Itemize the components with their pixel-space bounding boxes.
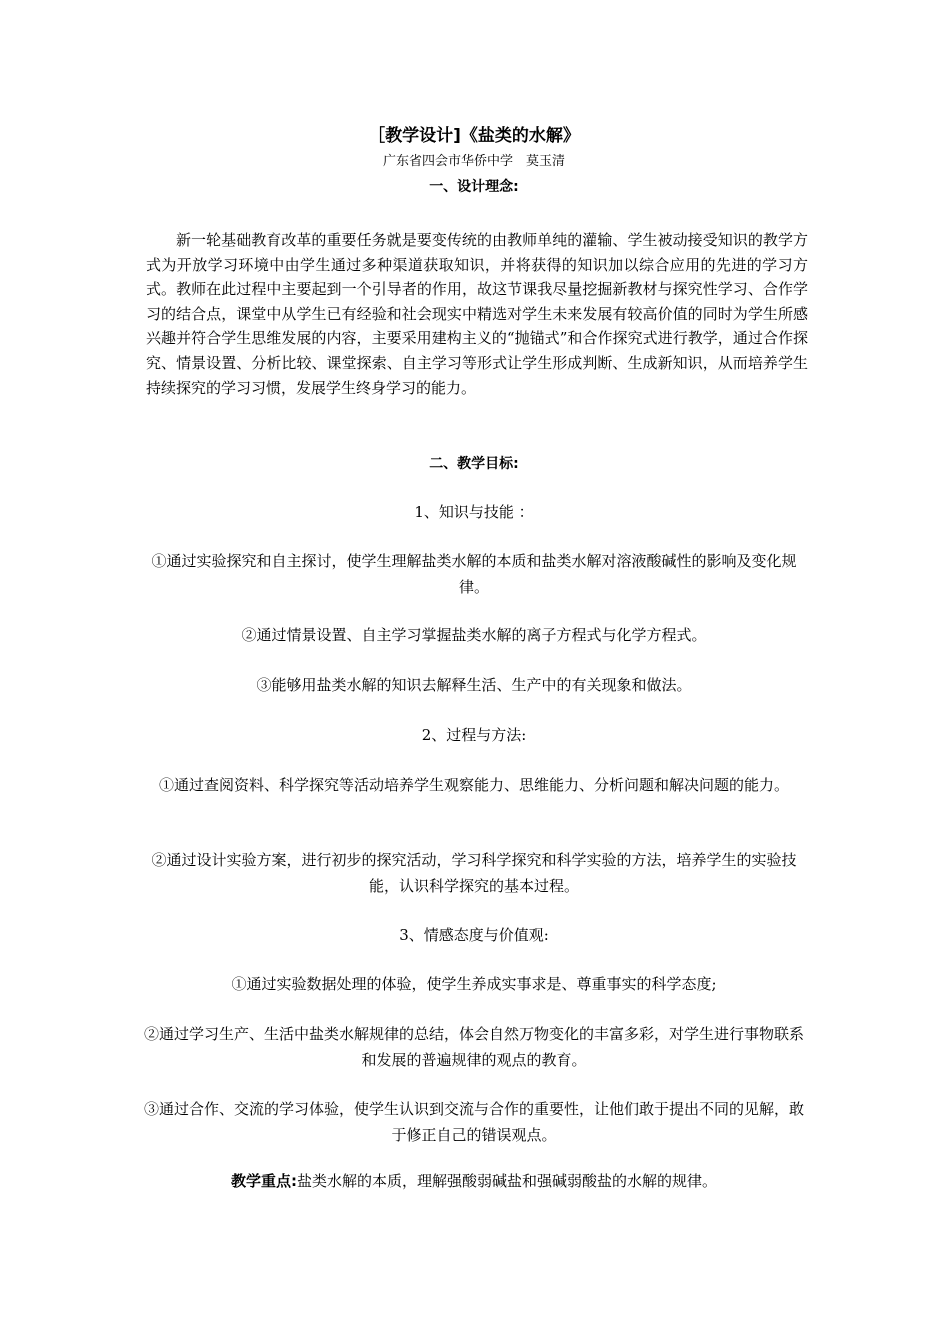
goal-item: ②通过学习生产、生活中盐类水解规律的总结，体会自然万物变化的丰富多彩，对学生进行事物联系和发展的普遍规律的观点的教育。 (143, 1025, 804, 1069)
goal-item: ①通过查阅资料、科学探究等活动培养学生观察能力、思维能力、分析问题和解决问题的能力。 (158, 776, 789, 794)
subheading-knowledge-skills: 1、知识与技能 ： (414, 503, 534, 521)
goal-item: ②通过设计实验方案，进行初步的探究活动，学习科学探究和科学实验的方法，培养学生的实验技能，认识科学探究的基本过程。 (151, 851, 797, 895)
key-point-label: 教学重点: (230, 1172, 297, 1190)
subheading-attitudes-values: 3、情感态度与价值观: (399, 926, 549, 944)
section-heading-teaching-goals: 二、教学目标: (429, 456, 519, 472)
goal-item: ①通过实验数据处理的体验，使学生养成实事求是、尊重事实的科学态度; (231, 975, 717, 993)
goal-item: ③通过合作、交流的学习体验，使学生认识到交流与合作的重要性，让他们敢于提出不同的见解，敢于修正自己的错误观点。 (143, 1100, 804, 1144)
key-point-text: 盐类水解的本质，理解强酸弱碱盐和强碱弱酸盐的水解的规律。 (296, 1172, 717, 1190)
goal-item: ①通过实验探究和自主探讨，使学生理解盐类水解的本质和盐类水解对溶液酸碱性的影响及变化规律。 (151, 552, 797, 596)
teaching-key-point (140, 1169, 808, 1193)
document-page (140, 0, 808, 1344)
section-heading-design-concept: 一、设计理念: (429, 179, 519, 195)
author-line: 广东省四会市华侨中学 莫玉清 (382, 154, 565, 169)
subheading-process-methods: 2、过程与方法: (421, 726, 527, 744)
goal-item: ③能够用盐类水解的知识去解释生活、生产中的有关现象和做法。 (256, 676, 692, 694)
design-concept-paragraph: 新一轮基础教育改革的重要任务就是要变传统的由教师单纯的灌输、学生被动接受知识的教学方式为开放学习环境中由学生通过多种渠道获取知识，并将获得的知识加以综合应用的先进的学习方式。教师在此过程中主要起到一个引导者的作用，故这节课我尽量挖掘新教材与探究性学习、合作学习的结合点，课堂中从学生已有经验和社会现实中精选对学生未来发展有较高价值的同时为学生所感兴趣并符合学生思维发展的内容，主要采用建构主义的“抛锚式”和合作探究式进行教学，通过合作探究、情景设置、分析比较、课堂探索、自主学习等形式让学生形成判断、生成新知识，从而培养学生持续探究的学习习惯，发展学生终身学习的能力。 (146, 231, 808, 397)
document-title: ［教学设计]《盐类的水解》 (368, 126, 580, 146)
goal-item: ②通过情景设置、自主学习掌握盐类水解的离子方程式与化学方程式。 (241, 626, 707, 644)
